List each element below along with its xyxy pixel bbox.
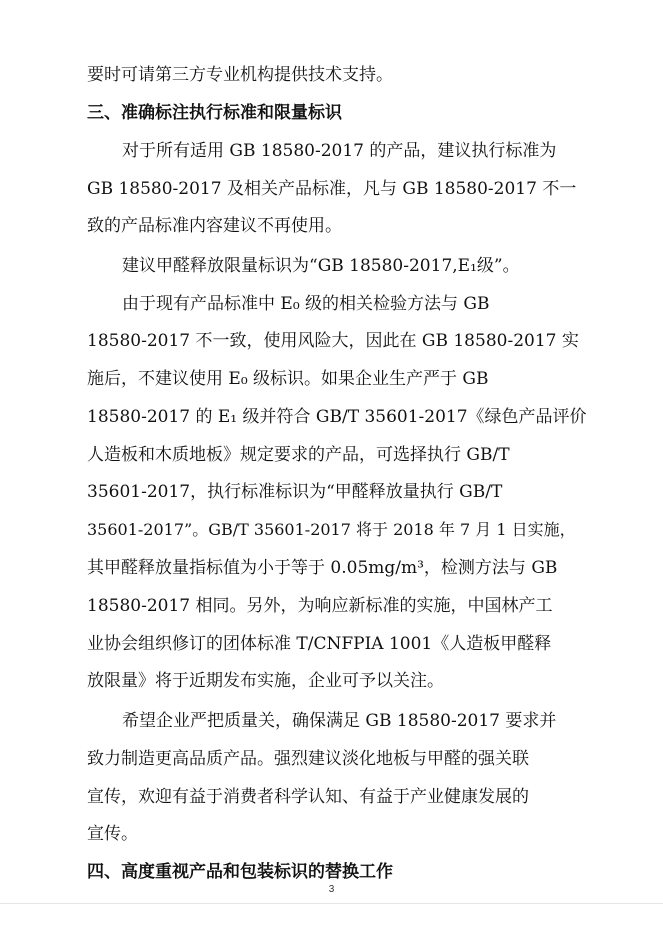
- paragraph-line: 18580-2017 的 E₁ 级并符合 GB/T 35601-2017《绿色产品评价: [87, 407, 587, 427]
- section-heading-3: 三、准确标注执行标准和限量标识: [87, 103, 342, 123]
- paragraph-line: 致力制造更高品质产品。强烈建议淡化地板与甲醛的强关联: [87, 749, 529, 769]
- paragraph-line: 放限量》将于近期发布实施，企业可予以关注。: [87, 671, 444, 691]
- paragraph-line: 对于所有适用 GB 18580-2017 的产品，建议执行标准为: [122, 141, 557, 161]
- paragraph-line: 人造板和木质地板》规定要求的产品，可选择执行 GB/T: [87, 445, 510, 465]
- paragraph-line: 施后，不建议使用 E₀ 级标识。如果企业生产严于 GB: [87, 369, 489, 389]
- paragraph-line: 业协会组织修订的团体标准 T/CNFPIA 1001《人造板甲醛释: [87, 634, 552, 654]
- paragraph-line: 35601-2017，执行标准标识为“甲醛释放量执行 GB/T: [87, 482, 503, 502]
- paragraph-line: 由于现有产品标准中 E₀ 级的相关检验方法与 GB: [122, 294, 490, 314]
- paragraph-line: 建议甲醛释放限量标识为“GB 18580-2017,E₁级”。: [122, 256, 520, 276]
- paragraph-line: 要时可请第三方专业机构提供技术支持。: [87, 65, 393, 85]
- section-heading-4: 四、高度重视产品和包装标识的替换工作: [87, 862, 393, 882]
- paragraph-line: 希望企业严把质量关，确保满足 GB 18580-2017 要求并: [122, 711, 557, 731]
- paragraph-line: 35601-2017”。GB/T 35601-2017 将于 2018 年 7 月 1 日实施，: [87, 520, 576, 539]
- page-number: 3: [328, 884, 335, 895]
- paragraph-line: GB 18580-2017 及相关产品标准，凡与 GB 18580-2017 不一: [87, 179, 577, 199]
- paragraph-line: 18580-2017 相同。另外，为响应新标准的实施，中国林产工: [87, 596, 553, 616]
- footer-divider: [0, 903, 663, 904]
- paragraph-line: 18580-2017 不一致，使用风险大，因此在 GB 18580-2017 实: [87, 331, 579, 351]
- paragraph-line: 宣传。: [87, 824, 138, 844]
- paragraph-line: 宣传，欢迎有益于消费者科学认知、有益于产业健康发展的: [87, 787, 529, 807]
- paragraph-line: 致的产品标准内容建议不再使用。: [87, 216, 342, 236]
- paragraph-line: 其甲醛释放量指标值为小于等于 0.05mg/m³，检测方法与 GB: [87, 558, 558, 578]
